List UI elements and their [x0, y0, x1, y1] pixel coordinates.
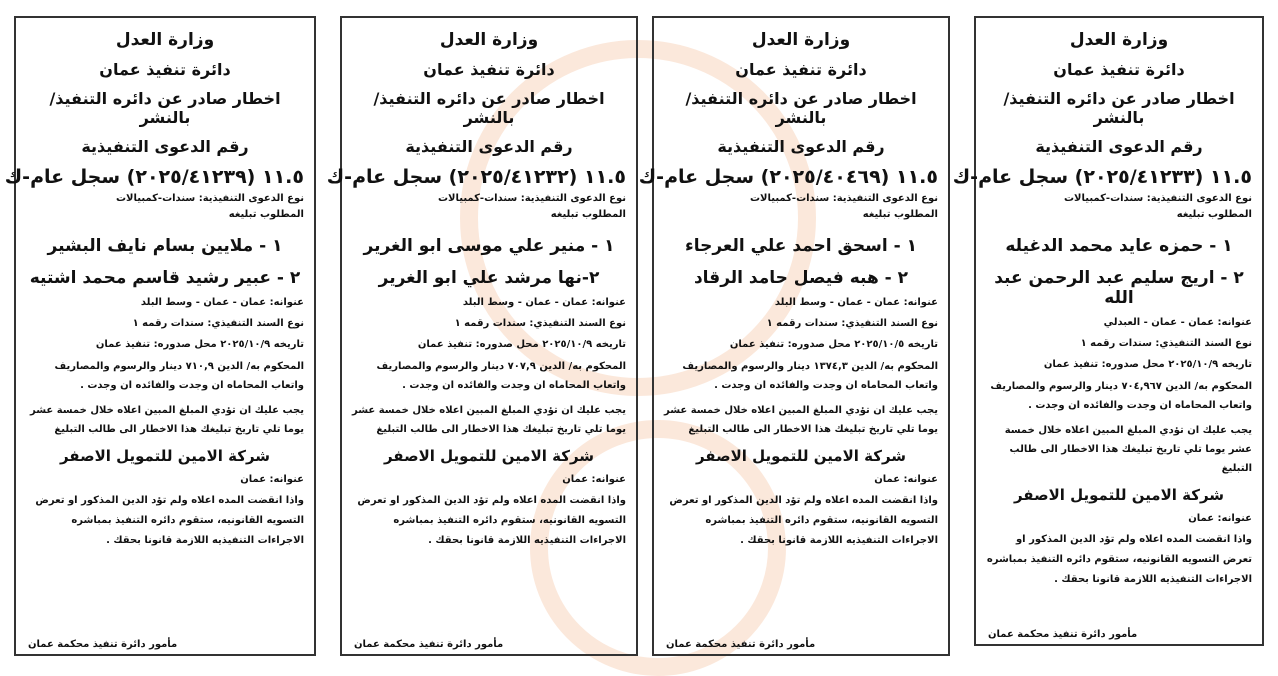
case-label: رقم الدعوى التنفيذية [717, 137, 885, 156]
footer-signature: مأمور دائرة تنفيذ محكمة عمان [354, 639, 504, 650]
case-label: رقم الدعوى التنفيذية [1035, 137, 1203, 156]
deed-date: تاريخه ٢٠٢٥/١٠/٩ محل صدوره: تنفيذ عمان [417, 339, 626, 350]
case-type: نوع الدعوى التنفيذية: سندات-كمبيالات [438, 193, 626, 204]
deed-date: تاريخه ٢٠٢٥/١٠/٥ محل صدوره: تنفيذ عمان [729, 339, 938, 350]
case-label: رقم الدعوى التنفيذية [81, 137, 249, 156]
notice-title: اخطار صادر عن دائره التنفيذ/ بالنشر [685, 89, 917, 127]
to-be-notified-label: المطلوب تبليغه [228, 209, 304, 220]
to-be-notified-label: المطلوب تبليغه [1176, 209, 1252, 220]
deed-type: نوع السند التنفيذي: سندات رقمه ١ [1080, 338, 1252, 349]
case-type: نوع الدعوى التنفيذية: سندات-كمبيالات [750, 193, 938, 204]
company-address: عنوانه: عمان [562, 474, 626, 485]
notice-title: اخطار صادر عن دائره التنفيذ/ بالنشر [373, 89, 605, 127]
company-name: شركة الامين للتمويل الاصفر [695, 447, 907, 465]
case-number: ١١.٥ (٢٠٢٥/٤١٢٣٢) سجل عام-ك [326, 166, 626, 188]
case-type: نوع الدعوى التنفيذية: سندات-كمبيالات [116, 193, 304, 204]
judgment: المحكوم به/ الدين ١٣٧٤,٣ دينار والرسوم والمصاريف واتعاب المحاماه ان وجدت والفائده ان وجدت . [682, 361, 938, 391]
closing-text: واذا انقضت المده اعلاه ولم تؤد الدين المذكور او تعرض التسويه القانونيه، ستقوم دائره التنفيذ بمباشره الاجراءات التنفيذيه اللازمة قانونا بحقك . [35, 495, 304, 546]
case-number: ١١.٥ (٢٠٢٥/٤٠٤٦٩) سجل عام-ك [638, 166, 938, 188]
case-number: ١١.٥ (٢٠٢٥/٤١٢٣٩) سجل عام-ك [4, 166, 304, 188]
person-2: ٢ - اريج سليم عبد الرحمن عبد الله [994, 268, 1244, 308]
case-number: ١١.٥ (٢٠٢٥/٤١٢٣٣) سجل عام-ك [952, 166, 1252, 188]
department-title: دائرة تنفيذ عمان [1053, 60, 1185, 79]
person-2: ٢ - هبه فيصل حامد الرقاد [693, 268, 909, 288]
address: عنوانه: عمان - عمان - وسط البلد [462, 297, 626, 308]
to-be-notified-label: المطلوب تبليغه [862, 209, 938, 220]
payment-notice: يجب عليك ان تؤدي المبلغ المبين اعلاه خلال خمسة عشر يوما تلي تاريخ تبليغك هذا الاخطار الى طالب التبليغ [663, 405, 938, 435]
company-address: عنوانه: عمان [240, 474, 304, 485]
department-title: دائرة تنفيذ عمان [735, 60, 867, 79]
footer-signature: مأمور دائرة تنفيذ محكمة عمان [988, 629, 1138, 640]
notice-card-2 [638, 16, 950, 656]
company-name: شركة الامين للتمويل الاصفر [59, 447, 271, 465]
judgment: المحكوم به/ الدين ٧١٠,٩ دينار والرسوم والمصاريف واتعاب المحاماه ان وجدت والفائده ان وجدت . [54, 361, 304, 391]
person-2: ٢ - عبير رشيد قاسم محمد اشتيه [29, 268, 301, 288]
ministry-title: وزارة العدل [1069, 30, 1169, 50]
notice-title: اخطار صادر عن دائره التنفيذ/ بالنشر [49, 89, 281, 127]
company-name: شركة الامين للتمويل الاصفر [1013, 486, 1225, 504]
judgment: المحكوم به/ الدين ٧٠٤,٩٦٧ دينار والرسوم والمصاريف واتعاب المحاماه ان وجدت والفائده ان وجدت . [990, 381, 1252, 411]
deed-date: تاريخه ٢٠٢٥/١٠/٩ محل صدوره: تنفيذ عمان [1043, 359, 1252, 370]
notice-card-1 [952, 16, 1264, 646]
ministry-title: وزارة العدل [439, 30, 539, 50]
person-1: ١ - اسحق احمد علي العرجاء [685, 236, 917, 256]
deed-type: نوع السند التنفيذي: سندات رقمه ١ [132, 318, 304, 329]
company-name: شركة الامين للتمويل الاصفر [383, 447, 595, 465]
person-1: ١ - ملايين بسام نايف البشير [47, 236, 283, 256]
deed-type: نوع السند التنفيذي: سندات رقمه ١ [766, 318, 938, 329]
notice-card-4 [4, 16, 316, 656]
closing-text: واذا انقضت المده اعلاه ولم تؤد الدين المذكور او تعرض التسويه القانونيه، ستقوم دائره التنفيذ بمباشره الاجراءات التنفيذيه اللازمة قانونا بحقك . [986, 534, 1252, 585]
notice-title: اخطار صادر عن دائره التنفيذ/ بالنشر [1003, 89, 1235, 127]
to-be-notified-label: المطلوب تبليغه [550, 209, 626, 220]
person-2: ٢-نها مرشد علي ابو الغرير [378, 268, 600, 288]
footer-signature: مأمور دائرة تنفيذ محكمة عمان [666, 639, 816, 650]
closing-text: واذا انقضت المده اعلاه ولم تؤد الدين المذكور او تعرض التسويه القانونيه، ستقوم دائره التنفيذ بمباشره الاجراءات التنفيذيه اللازمة قانونا بحقك . [357, 495, 626, 546]
payment-notice: يجب عليك ان تؤدي المبلغ المبين اعلاه خلال خمسة عشر يوما تلي تاريخ تبليغك هذا الاخطار الى طالب التبليغ [1004, 425, 1252, 474]
footer-signature: مأمور دائرة تنفيذ محكمة عمان [28, 639, 178, 650]
payment-notice: يجب عليك ان تؤدي المبلغ المبين اعلاه خلال خمسة عشر يوما تلي تاريخ تبليغك هذا الاخطار الى طالب التبليغ [29, 405, 304, 435]
closing-text: واذا انقضت المده اعلاه ولم تؤد الدين المذكور او تعرض التسويه القانونيه، ستقوم دائره التنفيذ بمباشره الاجراءات التنفيذيه اللازمة قانونا بحقك . [669, 495, 938, 546]
deed-type: نوع السند التنفيذي: سندات رقمه ١ [454, 318, 626, 329]
department-title: دائرة تنفيذ عمان [423, 60, 555, 79]
address: عنوانه: عمان - عمان - وسط البلد [774, 297, 938, 308]
case-label: رقم الدعوى التنفيذية [405, 137, 573, 156]
address: عنوانه: عمان - عمان - وسط البلد [140, 297, 304, 308]
deed-date: تاريخه ٢٠٢٥/١٠/٩ محل صدوره: تنفيذ عمان [95, 339, 304, 350]
department-title: دائرة تنفيذ عمان [99, 60, 231, 79]
address: عنوانه: عمان - عمان - العبدلي [1103, 317, 1252, 328]
company-address: عنوانه: عمان [874, 474, 938, 485]
person-1: ١ - حمزه عايد محمد الدغيله [1005, 236, 1233, 256]
notice-card-3 [326, 16, 638, 656]
case-type: نوع الدعوى التنفيذية: سندات-كمبيالات [1064, 193, 1252, 204]
judgment: المحكوم به/ الدين ٧٠٧,٩ دينار والرسوم والمصاريف واتعاب المحاماه ان وجدت والفائده ان وجدت . [376, 361, 626, 391]
ministry-title: وزارة العدل [751, 30, 851, 50]
company-address: عنوانه: عمان [1188, 513, 1252, 524]
payment-notice: يجب عليك ان تؤدي المبلغ المبين اعلاه خلال خمسة عشر يوما تلي تاريخ تبليغك هذا الاخطار الى طالب التبليغ [351, 405, 626, 435]
ministry-title: وزارة العدل [115, 30, 215, 50]
person-1: ١ - منير علي موسى ابو الغرير [363, 236, 615, 256]
